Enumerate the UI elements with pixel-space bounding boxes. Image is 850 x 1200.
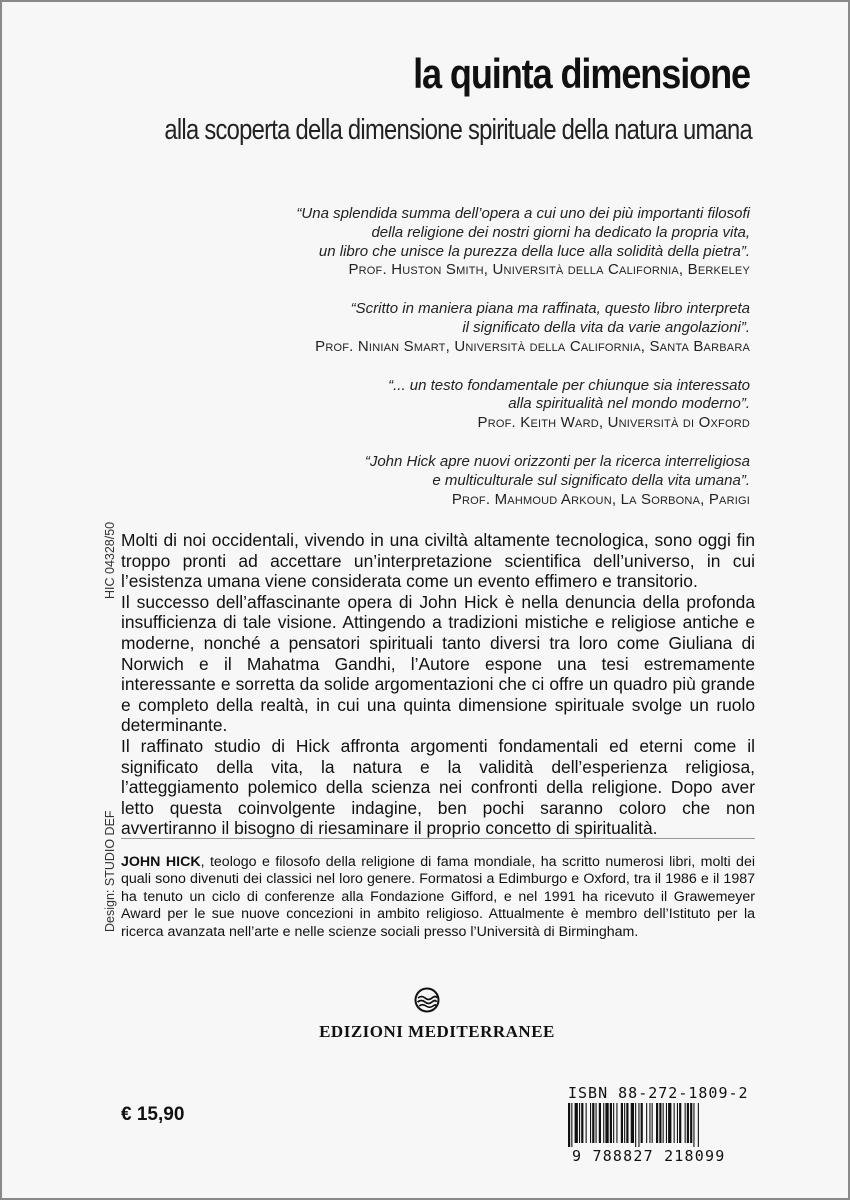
barcode-bar	[679, 1103, 681, 1143]
barcode-bar	[603, 1103, 604, 1143]
barcode-bar	[590, 1103, 591, 1143]
barcode-bar	[663, 1103, 664, 1143]
barcode-bar	[638, 1103, 639, 1147]
barcode-bar	[568, 1103, 570, 1147]
book-subtitle: alla scoperta della dimensione spirituale della natura umana	[164, 114, 752, 146]
quote-text: “... un testo fondamentale per chiunque sia interessato alla spiritualità nel mondo moderno”.	[388, 376, 750, 413]
barcode-bar	[687, 1103, 689, 1143]
barcode-bar	[659, 1103, 661, 1143]
review-quote	[190, 377, 750, 433]
quote-attribution: Prof. Huston Smith, Università della California, Berkeley	[348, 261, 750, 279]
book-description	[121, 530, 755, 839]
barcode-bar	[635, 1103, 636, 1147]
description-paragraph: Il successo dell’affascinante opera di John Hick è nella denuncia della profonda insufficienza di tale visione. Attingendo a tradizioni mistiche e religiose antiche e moderne, nonché a pensatori spirituali tanto diversi tra loro come Giuliana di Norwich e il Mahatma Gandhi, l’Autore espone una tesi estremamente interessante e sorretta da solide argomentazioni che ci offre un quadro più grande e completo della realtà, in cui una quinta dimensione spirituale svolge un ruolo determinante.	[121, 591, 755, 736]
barcode-bar	[641, 1103, 643, 1143]
barcode-bar	[581, 1103, 583, 1143]
barcode-bar	[652, 1103, 653, 1143]
author-bio	[121, 854, 755, 941]
barcode-bar	[613, 1103, 614, 1143]
catalog-code: HIC 04328/50	[103, 521, 117, 599]
design-credit: Design: STUDIO DEF	[103, 810, 117, 932]
book-title: la quinta dimensione	[413, 50, 750, 97]
barcode-bar	[649, 1103, 650, 1143]
isbn-number: ISBN 88-272-1809-2	[568, 1084, 749, 1102]
barcode-bar	[646, 1103, 647, 1143]
ean-number: 9 788827 218099	[572, 1147, 726, 1165]
review-quote	[190, 453, 750, 509]
barcode-bar	[596, 1103, 597, 1143]
quote-attribution: Prof. Ninian Smart, Università della California, Santa Barbara	[315, 337, 750, 355]
barcode-bar	[674, 1103, 675, 1143]
author-name: JOHN HICK	[121, 854, 201, 870]
barcode-bar	[579, 1103, 580, 1143]
barcode-bar	[685, 1103, 686, 1143]
barcode-bar	[571, 1103, 572, 1147]
publisher-name: EDIZIONI MEDITERRANEE	[319, 1022, 555, 1041]
barcode	[566, 1103, 756, 1147]
barcode-bar	[621, 1103, 623, 1143]
review-quote	[190, 300, 750, 356]
price-label: € 15,90	[121, 1104, 185, 1125]
quote-text: “Una splendida summa dell’opera a cui uno dei più importanti filosofi della religione dei nostri giorni ha dedicato la propria vita, un libro che unisce la purezza della luce alla solidità della pietra”.	[296, 205, 750, 260]
barcode-bar	[592, 1103, 594, 1143]
wave-circle-logo-icon	[414, 987, 440, 1013]
barcode-bar	[666, 1103, 667, 1143]
barcode-bar	[624, 1103, 625, 1143]
barcode-bar	[677, 1103, 678, 1143]
description-paragraph: Molti di noi occidentali, vivendo in una civiltà altamente tecnologica, sono oggi fin troppo pronti ad accettare un’interpretazione scientifica dell’universo, in cui l’esistenza umana viene considerata come un evento effimero e transitorio.	[121, 530, 755, 592]
barcode-bar	[575, 1103, 578, 1143]
barcode-bar	[631, 1103, 634, 1143]
quote-attribution: Prof. Keith Ward, Università di Oxford	[477, 414, 750, 432]
description-paragraph: Il raffinato studio di Hick affronta argomenti fondamentali ed eterni come il significato della vita, la natura e la validità dell’esperienza religiosa, l’atteggiamento polemico della scienza nei confronti della religione. Dopo aver letto questa coinvolgente indagine, ben pochi saranno coloro che non avvertiranno il bisogno di riesaminare il proprio concetto di spiritualità.	[121, 735, 755, 839]
barcode-bar	[698, 1103, 699, 1147]
barcode-bar	[626, 1103, 628, 1143]
barcode-bar	[605, 1103, 608, 1143]
barcode-bar	[668, 1103, 671, 1143]
barcode-bar	[610, 1103, 612, 1143]
quote-text: “John Hick apre nuovi orizzonti per la ricerca interreligiosa e multiculturale sul significato della vita umana”.	[364, 452, 750, 489]
barcode-bar	[693, 1103, 694, 1147]
review-quotes	[190, 205, 750, 529]
barcode-bar	[690, 1103, 692, 1143]
section-divider	[121, 838, 755, 839]
barcode-bar	[616, 1103, 617, 1143]
review-quote	[190, 205, 750, 280]
quote-text: “Scritto in maniera piana ma raffinata, questo libro interpreta il significato della vita da varie angolazioni”.	[350, 300, 750, 336]
barcode-bar	[586, 1103, 587, 1143]
author-bio-text: , teologo e filosofo della religione di fama mondiale, ha scritto numerosi libri, molti dei quali sono divenuti dei classici nel loro genere. Formatosi a Edimburgo e Oxford, tra il 1986 e il 1987 ha tenuto un ciclo di conferenze alla Fondazione Gifford, e nel 1991 ha ricevuto il Grawemeyer Award per le sue nuove concezioni in ambito religioso. Attualmente è membro dell’Istituto per la ricerca avanzata nell’arte e nelle scienze sociali presso l’Università di Birmingham.	[121, 854, 755, 940]
barcode-bar	[656, 1103, 658, 1143]
quote-attribution: Prof. Mahmoud Arkoun, La Sorbona, Parigi	[451, 490, 750, 508]
barcode-bar	[599, 1103, 601, 1143]
